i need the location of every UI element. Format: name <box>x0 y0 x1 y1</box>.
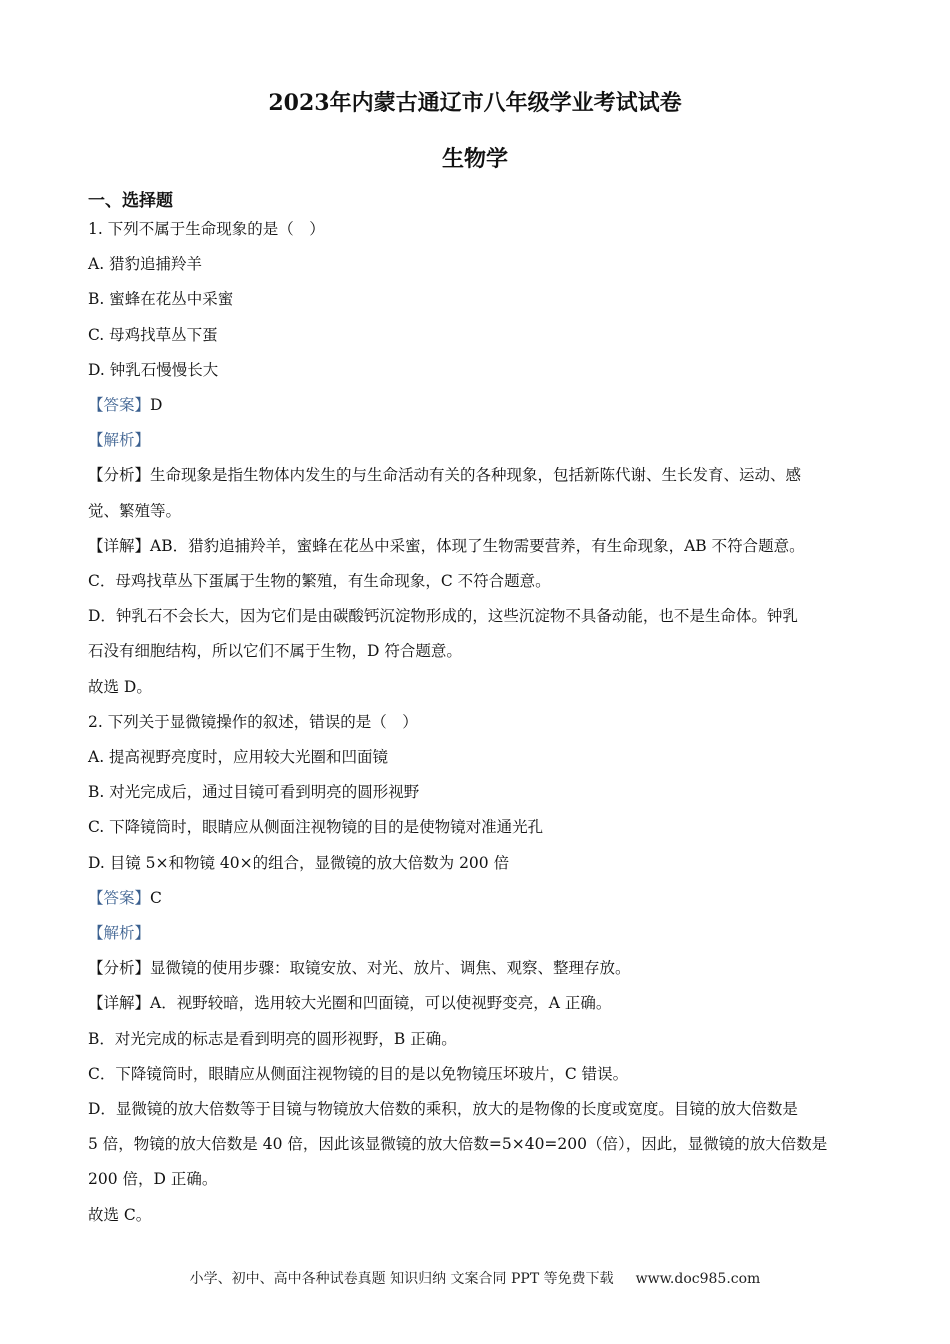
q1-conclusion: 故选 D。 <box>88 677 152 696</box>
q1-xiangjie-d2: 石没有细胞结构，所以它们不属于生物，D 符合题意。 <box>88 642 462 661</box>
exam-body <box>88 212 863 1233</box>
page-footer <box>0 1268 950 1288</box>
q1-answer-value: D <box>150 396 163 415</box>
q2-fenxi <box>88 951 863 986</box>
q2-xiangjie <box>88 986 863 1021</box>
q2-xiangjie-b: B．对光完成的标志是看到明亮的圆形视野，B 正确。 <box>88 1029 457 1048</box>
q2-option-d: D. 目镜 5×和物镜 40×的组合，显微镜的放大倍数为 200 倍 <box>88 853 510 872</box>
q2-option-a: A. 提高视野亮度时，应用较大光圈和凹面镜 <box>88 748 389 767</box>
fenxi-tag: 【分析】 <box>88 466 151 485</box>
q1-option-b: B. 蜜蜂在花丛中采蜜 <box>88 290 234 309</box>
exam-title: 2023年内蒙古通辽市八年级学业考试试卷 <box>268 90 682 116</box>
q1-fenxi-text-1: 生命现象是指生物体内发生的与生命活动有关的各种现象，包括新陈代谢、生长发育、运动、感 <box>150 466 802 485</box>
analysis-tag: 【解析】 <box>88 924 151 943</box>
q1-xiangjie-d1: D．钟乳石不会长大，因为它们是由碳酸钙沉淀物形成的，这些沉淀物不具备动能，也不是生命体。钟乳 <box>88 607 798 626</box>
answer-tag: 【答案】 <box>88 396 151 415</box>
q1-option-d: D. 钟乳石慢慢长大 <box>88 360 219 379</box>
exam-subject: 生物学 <box>441 146 508 172</box>
answer-tag: 【答案】 <box>88 888 151 907</box>
q1-answer <box>88 388 863 423</box>
q1-xiangjie-ab: AB．猎豹追捕羚羊，蜜蜂在花丛中采蜜，体现了生物需要营养，有生命现象，AB 不符合题意。 <box>150 536 805 555</box>
q2-xiangjie-c: C．下降镜筒时，眼睛应从侧面注视物镜的目的是以免物镜压坏玻片，C 错误。 <box>88 1064 629 1083</box>
q2-answer-value: C <box>150 888 162 907</box>
xiangjie-tag: 【详解】 <box>88 994 151 1013</box>
q2-stem: 2. 下列关于显微镜操作的叙述，错误的是（ ） <box>88 712 418 731</box>
q1-fenxi-text-2: 觉、繁殖等。 <box>88 501 182 520</box>
q2-answer <box>88 881 863 916</box>
q2-xiangjie-d1: D．显微镜的放大倍数等于目镜与物镜放大倍数的乘积，放大的是物像的长度或宽度。目镜的放大倍数是 <box>88 1100 798 1119</box>
xiangjie-tag: 【详解】 <box>88 536 151 555</box>
footer-text: 小学、初中、高中各种试卷真题 知识归纳 文案合同 PPT 等免费下载 <box>189 1271 614 1287</box>
q1-fenxi <box>88 458 863 493</box>
q1-xiangjie <box>88 529 863 564</box>
q2-xiangjie-d3: 200 倍，D 正确。 <box>88 1170 218 1189</box>
q2-xiangjie-d2: 5 倍，物镜的放大倍数是 40 倍，因此该显微镜的放大倍数=5×40=200（倍），因此，显微镜的放大倍数是 <box>88 1135 828 1154</box>
q1-stem: 1. 下列不属于生命现象的是（ ） <box>88 220 325 238</box>
q1-option-a: A. 猎豹追捕羚羊 <box>88 255 203 274</box>
q1-analysis-heading <box>88 423 863 458</box>
fenxi-tag: 【分析】 <box>88 959 151 978</box>
q2-conclusion: 故选 C。 <box>88 1205 152 1224</box>
analysis-tag: 【解析】 <box>88 431 151 450</box>
q2-xiangjie-a: A．视野较暗，选用较大光圈和凹面镜，可以使视野变亮，A 正确。 <box>150 994 612 1013</box>
q1-xiangjie-c: C．母鸡找草丛下蛋属于生物的繁殖，有生命现象，C 不符合题意。 <box>88 572 551 591</box>
q2-option-c: C. 下降镜筒时，眼睛应从侧面注视物镜的目的是使物镜对准通光孔 <box>88 818 544 837</box>
q1-option-c: C. 母鸡找草丛下蛋 <box>88 325 218 344</box>
q2-fenxi-text: 显微镜的使用步骤：取镜安放、对光、放片、调焦、观察、整理存放。 <box>150 959 631 978</box>
q2-option-b: B. 对光完成后，通过目镜可看到明亮的圆形视野 <box>88 783 420 802</box>
q2-analysis-heading <box>88 916 863 951</box>
section-heading: 一、选择题 <box>88 191 173 211</box>
footer-url[interactable]: www.doc985.com <box>635 1271 761 1287</box>
